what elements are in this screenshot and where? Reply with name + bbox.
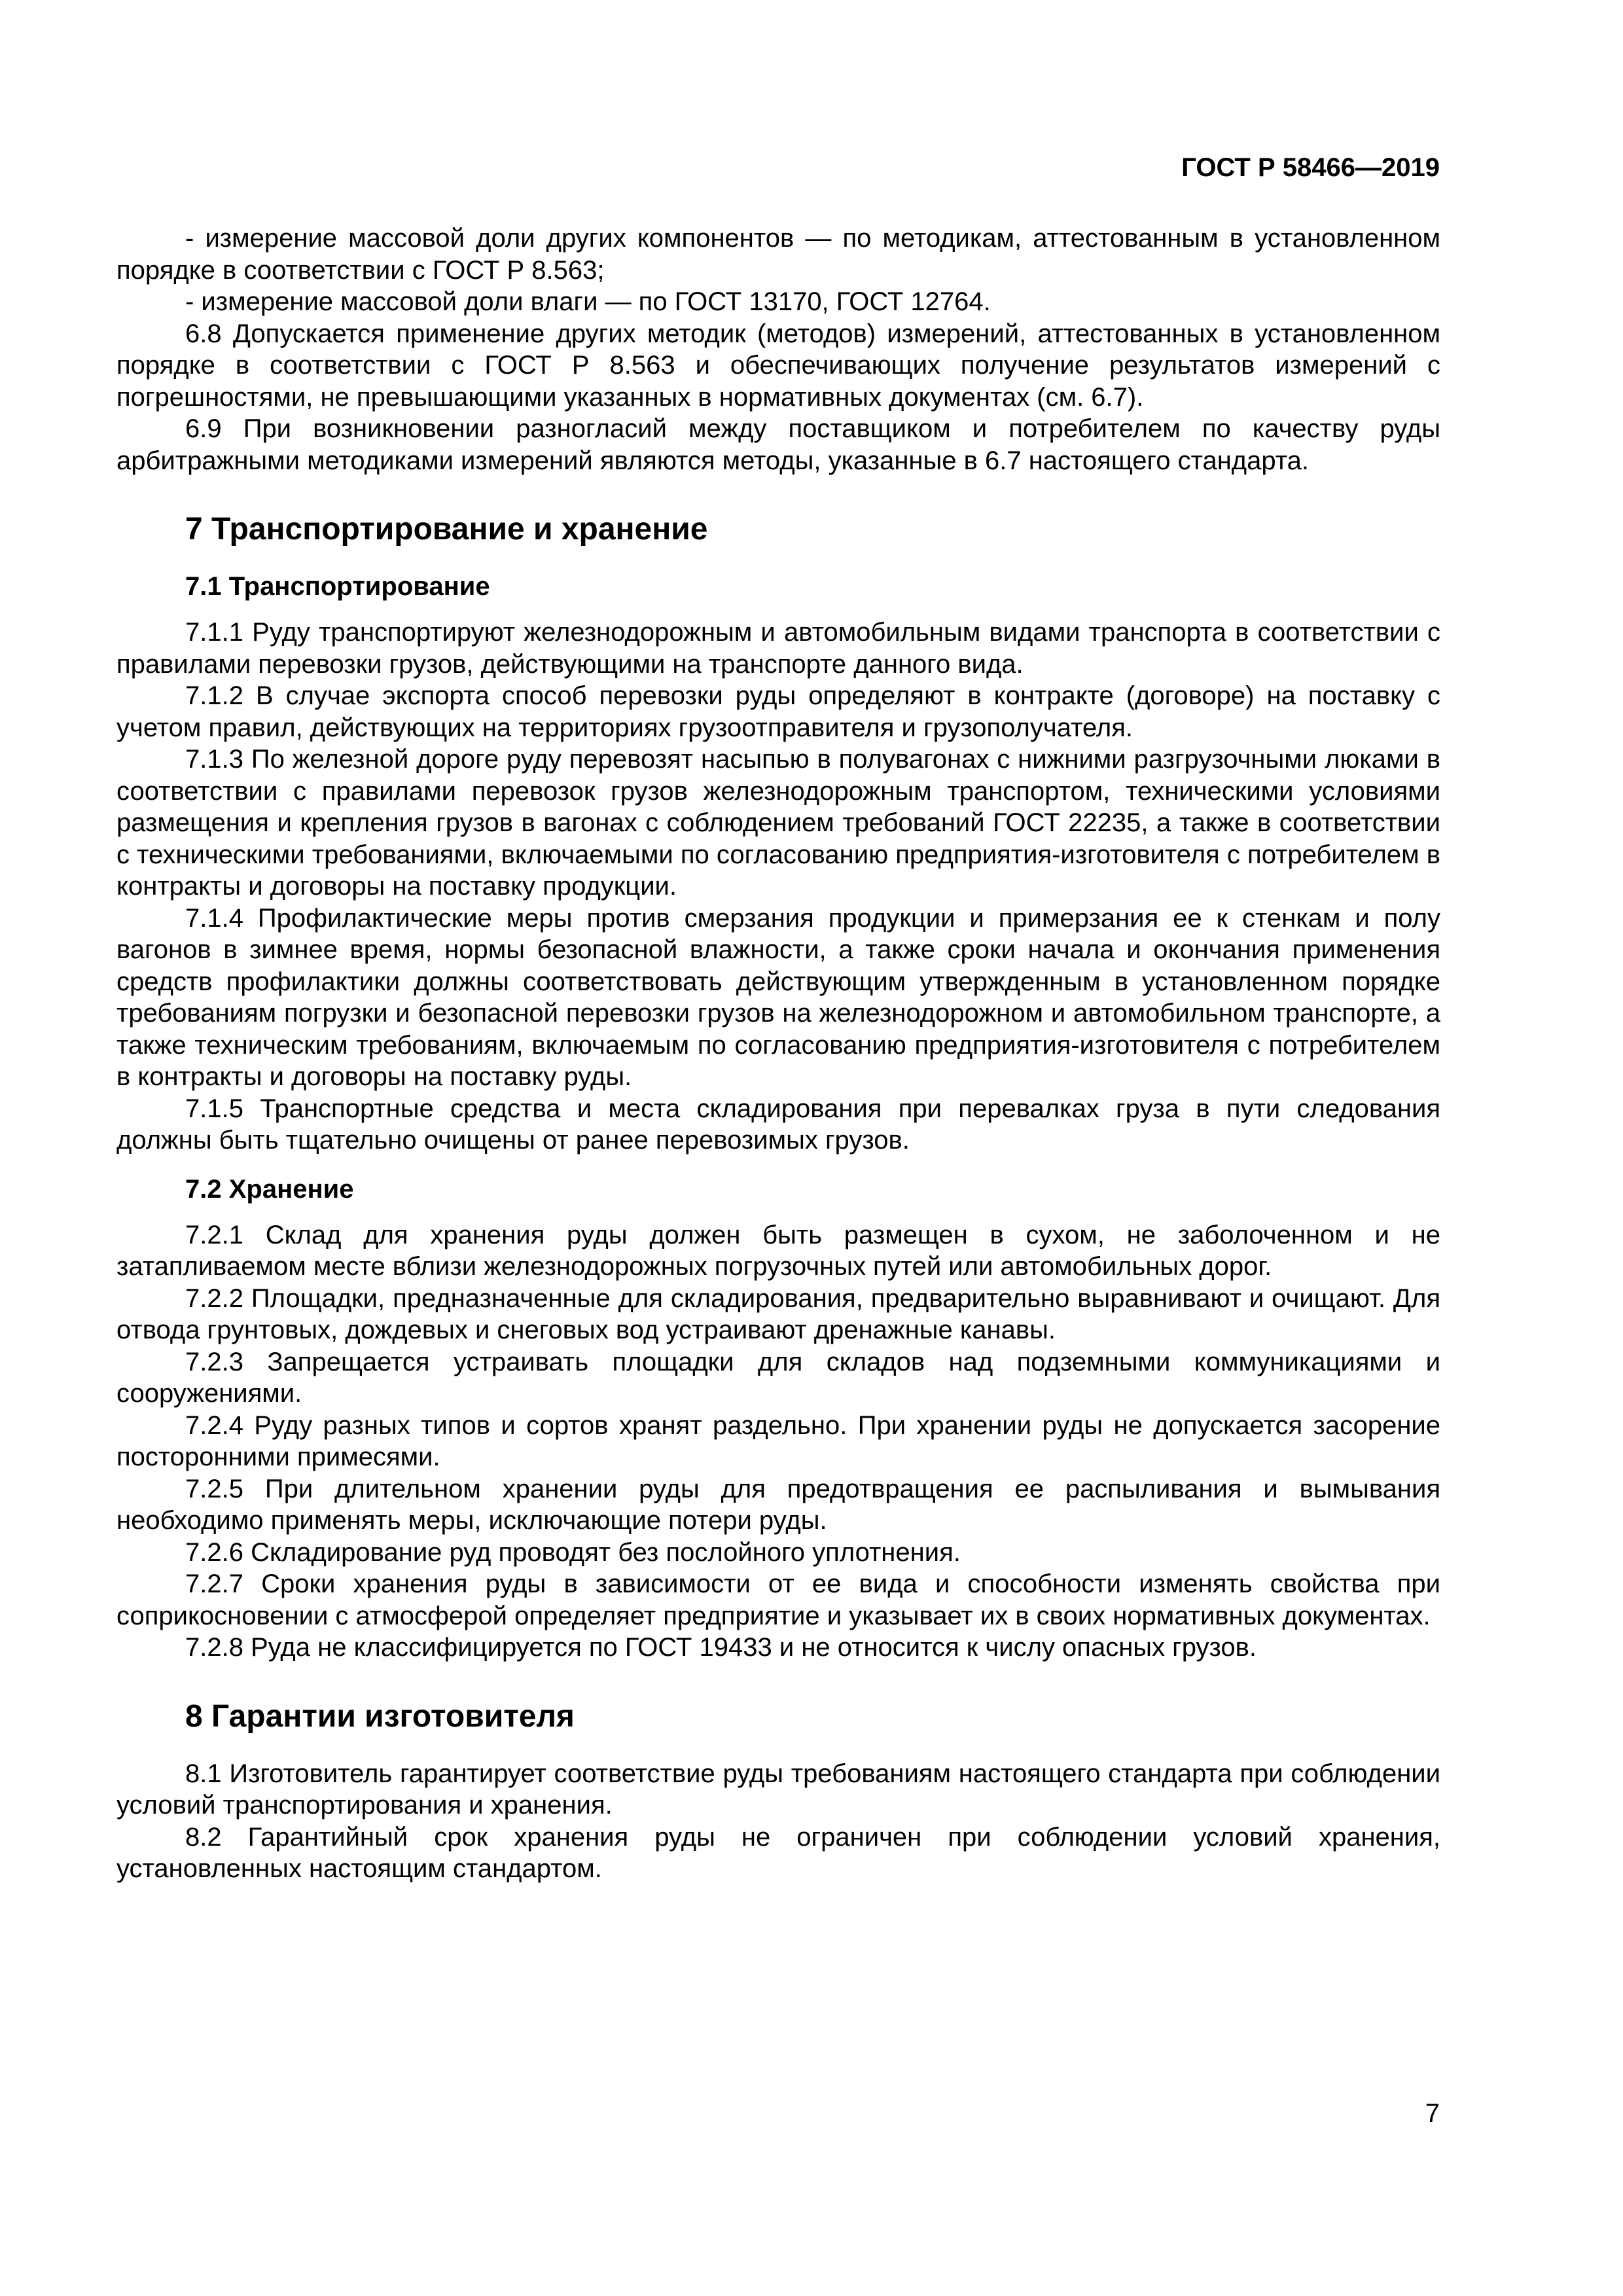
paragraph: 8.2 Гарантийный срок хранения руды не ограничен при соблюдении условий хранения, установленных настоящим стандартом. bbox=[116, 1822, 1440, 1883]
paragraph: 7.2.4 Руду разных типов и сортов хранят раздельно. При хранении руды не допускается засорение посторонними примесями. bbox=[116, 1410, 1440, 1471]
paragraph: 7.2.1 Склад для хранения руды должен быть размещен в сухом, не заболоченном и не затапливаемом месте вблизи железнодорожных погрузочных путей или автомобильных дорог. bbox=[116, 1220, 1440, 1281]
paragraph: 7.2.2 Площадки, предназначенные для складирования, предварительно выравнивают и очищают. Для отвода грунтовых, дождевых и снеговых вод устраивают дренажные канавы. bbox=[116, 1283, 1440, 1344]
paragraph: 7.1.4 Профилактические меры против смерзания продукции и примерзания ее к стенкам и полу вагонов в зимнее время, нормы безопасной влажности, а также сроки начала и окончания применения средств профилактики должны соответствовать действующим утвержденным в установленном порядке требованиям погрузки и безопасной перевозки грузов на железнодорожном и автомобильном транспорте, а также техническим требованиям, включаемым по согласованию предприятия-изготовителя с потребителем в контракты и договоры на поставку руды. bbox=[116, 903, 1440, 1091]
subsection-7-2-heading: 7.2 Хранение bbox=[185, 1174, 354, 1204]
document-body bbox=[116, 223, 1440, 1885]
paragraph: 7.2.6 Складирование руд проводят без послойного уплотнения. bbox=[185, 1537, 961, 1567]
paragraph: 7.2.8 Руда не классифицируется по ГОСТ 19433 и не относится к числу опасных грузов. bbox=[185, 1633, 1257, 1662]
paragraph: 7.1.5 Транспортные средства и места складирования при перевалках груза в пути следования должны быть тщательно очищены от ранее перевозимых грузов. bbox=[116, 1094, 1440, 1155]
paragraph: 7.1.2 В случае экспорта способ перевозки руды определяют в контракте (договоре) на поставку с учетом правил, действующих на территориях грузоотправителя и грузополучателя. bbox=[116, 681, 1440, 742]
paragraph: 7.2.7 Сроки хранения руды в зависимости от ее вида и способности изменять свойства при соприкосновении с атмосферой определяет предприятие и указывает их в своих нормативных документах. bbox=[116, 1570, 1440, 1630]
paragraph: 6.9 При возникновении разногласий между поставщиком и потребителем по качеству руды арбитражными методиками измерений являются методы, указанные в 6.7 настоящего стандарта. bbox=[116, 414, 1440, 475]
subsection-7-1-heading: 7.1 Транспортирование bbox=[185, 572, 490, 601]
paragraph: 7.1.1 Руду транспортируют железнодорожным и автомобильным видами транспорта в соответствии с правилами перевозки грузов, действующими на транспорте данного вида. bbox=[116, 618, 1440, 679]
paragraph: 7.2.3 Запрещается устраивать площадки для складов над подземными коммуникациями и сооружениями. bbox=[116, 1347, 1440, 1408]
paragraph: 6.8 Допускается применение других методик (методов) измерений, аттестованных в установленном порядке в соответствии с ГОСТ Р 8.563 и обеспечивающих получение результатов измерений с погрешностями, не превышающими указанных в нормативных документах (см. 6.7). bbox=[116, 319, 1440, 412]
paragraph: 8.1 Изготовитель гарантирует соответствие руды требованиям настоящего стандарта при соблюдении условий транспортирования и хранения. bbox=[116, 1759, 1440, 1820]
document-header: ГОСТ Р 58466—2019 bbox=[1181, 153, 1440, 182]
paragraph: - измерение массовой доли влаги — по ГОСТ 13170, ГОСТ 12764. bbox=[185, 287, 991, 316]
paragraph: - измерение массовой доли других компонентов — по методикам, аттестованным в установленном порядке в соответствии с ГОСТ Р 8.563; bbox=[116, 224, 1440, 285]
section-7-heading: 7 Транспортирование и хранение bbox=[185, 512, 708, 547]
paragraph: 7.1.3 По железной дороге руду перевозят насыпью в полувагонах с нижними разгрузочными люками в соответствии с правилами перевозок грузов железнодорожным транспортом, техническими условиями размещения и крепления грузов в вагонах с соблюдением требований ГОСТ 22235, а также в соответствии с техническими требованиями, включаемыми по согласованию предприятия-изготовителя с потребителем в контракты и договоры на поставку продукции. bbox=[116, 745, 1440, 901]
page-number: 7 bbox=[1425, 2099, 1440, 2128]
paragraph: 7.2.5 При длительном хранении руды для предотвращения ее распыливания и вымывания необходимо применять меры, исключающие потери руды. bbox=[116, 1474, 1440, 1535]
section-8-heading: 8 Гарантии изготовителя bbox=[185, 1698, 575, 1734]
